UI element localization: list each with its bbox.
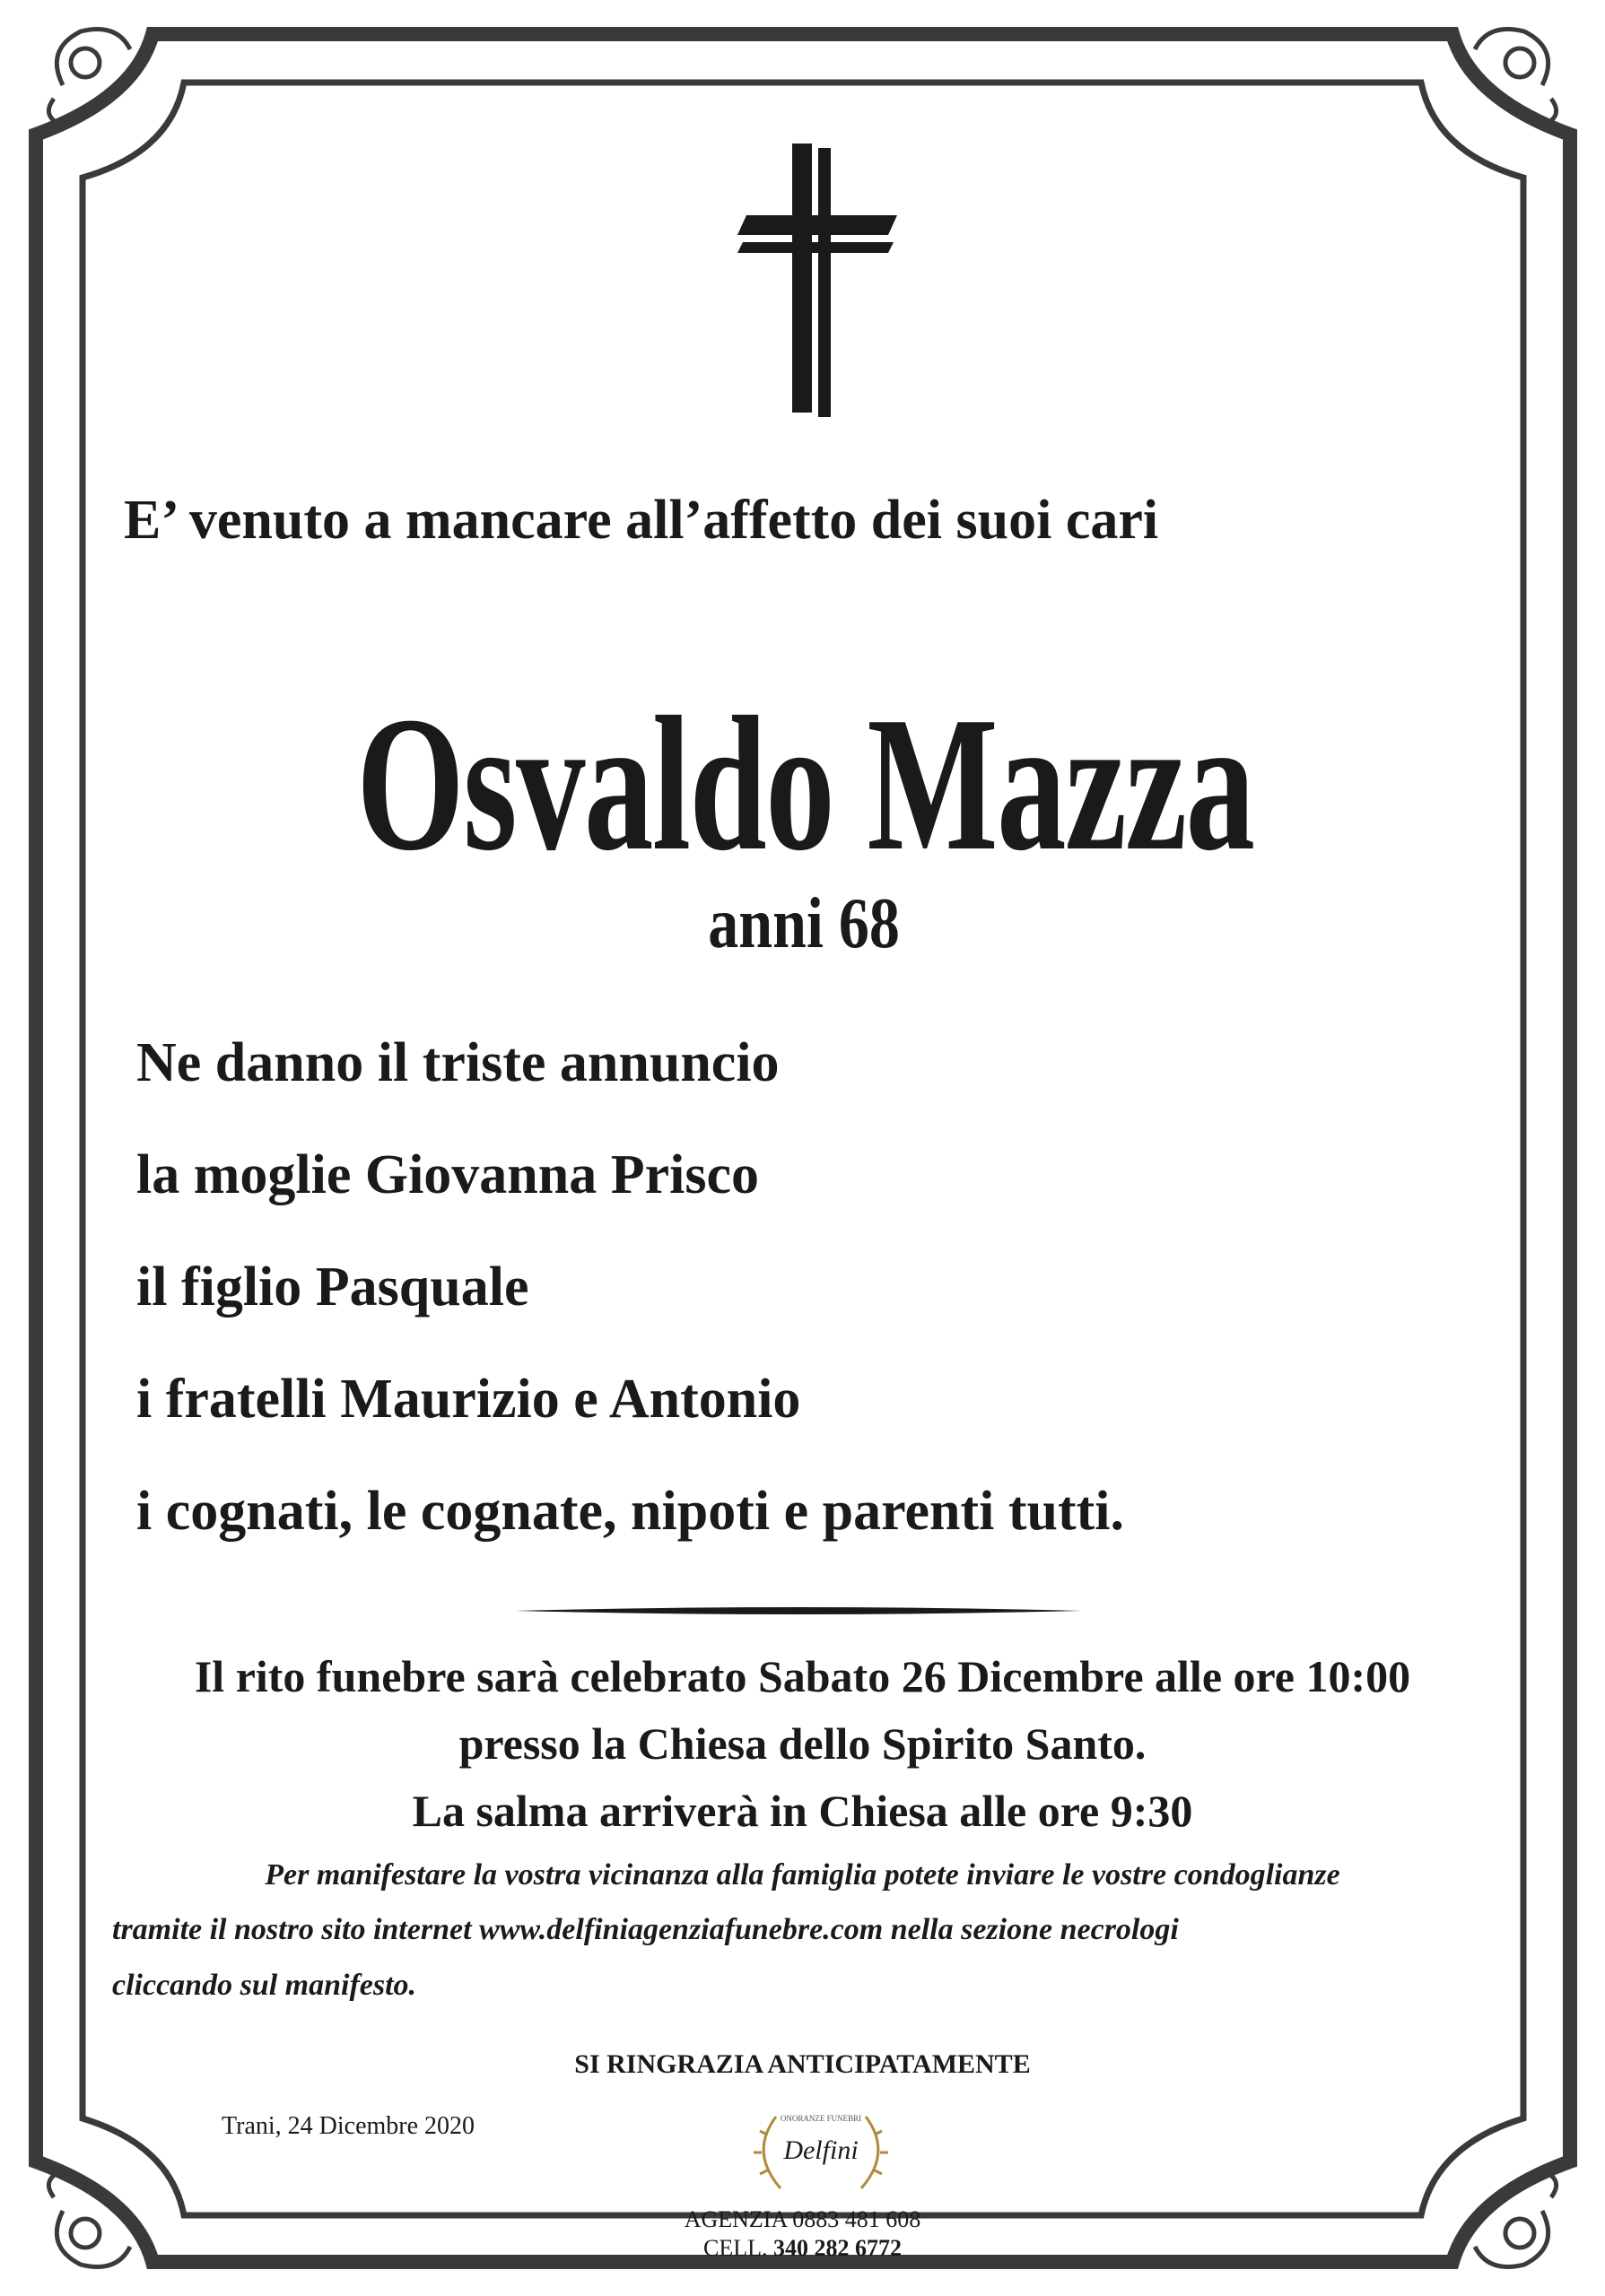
cell-phone (0, 2235, 1605, 2262)
logo-top-text: ONORANZE FUNEBRI (780, 2114, 862, 2123)
logo-brand: Delfini (783, 2135, 859, 2165)
rite-line: La salma arriverà in Chiesa alle ore 9:30 (412, 1786, 1193, 1836)
deceased-age: anni 68 (708, 884, 900, 963)
family-line: Ne danno il triste annuncio (136, 1032, 780, 1093)
cross-icon (737, 144, 897, 417)
family-line: i fratelli Maurizio e Antonio (136, 1369, 801, 1430)
thanks-line: SI RINGRAZIA ANTICIPATAMENTE (574, 2049, 1031, 2079)
family-line: la moglie Giovanna Prisco (136, 1144, 760, 1205)
family-line: il figlio Pasquale (136, 1257, 529, 1318)
condolence-note-line: Per manifestare la vostra vicinanza alla famiglia potete inviare le vostre condoglianze (265, 1858, 1340, 1892)
cell-label: CELL. (703, 2235, 768, 2261)
agency-phone (0, 2206, 1605, 2233)
condolence-note-line: cliccando sul manifesto. (112, 1969, 417, 2002)
rite-line: presso la Chiesa dello Spirito Santo. (458, 1718, 1147, 1769)
agency-logo (740, 2103, 902, 2202)
cell-number: 340 282 6772 (773, 2235, 902, 2261)
deceased-name: Osvaldo Mazza (356, 676, 1254, 891)
condolence-note-line: tramite il nostro sito internet www.delfiniagenziafunebre.com nella sezione necrologi (112, 1913, 1179, 1946)
rite-line: Il rito funebre sarà celebrato Sabato 26 Dicembre alle ore 10:00 (194, 1651, 1411, 1701)
family-line: i cognati, le cognate, nipoti e parenti tutti. (136, 1481, 1124, 1542)
divider (516, 1604, 1081, 1618)
agency-line: AGENZIA 0883 481 608 (684, 2206, 921, 2232)
intro-line: E’ venuto a mancare all’affetto dei suoi cari (124, 490, 1159, 551)
place-date: Trani, 24 Dicembre 2020 (222, 2112, 475, 2140)
